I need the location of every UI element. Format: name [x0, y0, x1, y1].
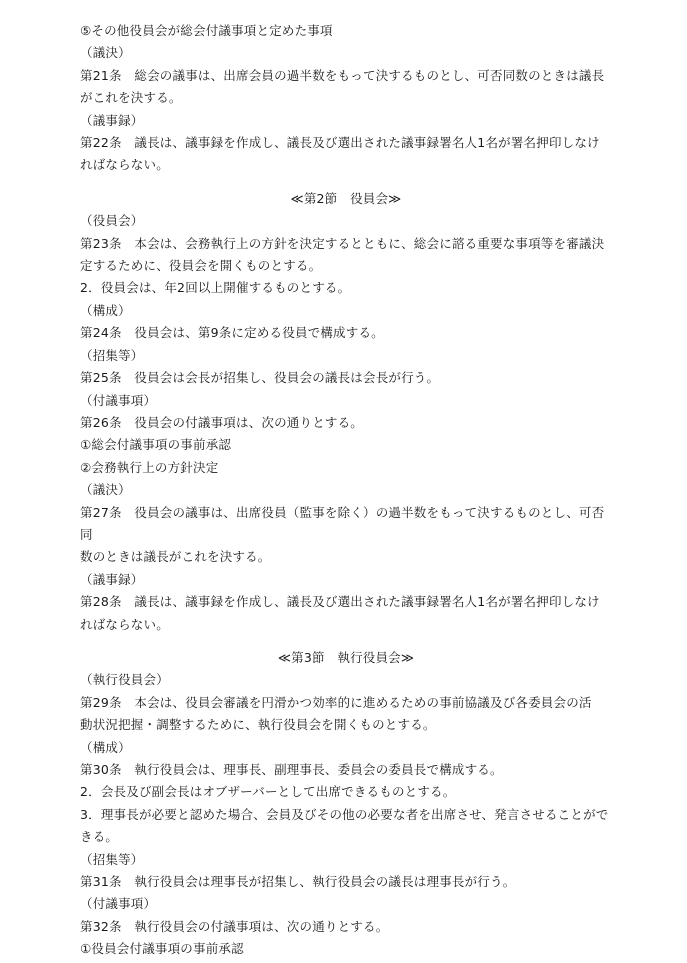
text-line: ②会務執行上の方針決定: [80, 459, 219, 475]
text-line: 第26条 役員会の付議事項は、次の通りとする。: [80, 414, 364, 430]
text-line: （執行役員会）: [80, 672, 169, 688]
text-line: 第22条 議長は、議事録を作成し、議長及び選出された議事録署名人1名が署名押印しなけ: [80, 135, 600, 151]
text-line: （役員会）: [80, 213, 144, 229]
text-line: （議事録）: [80, 112, 144, 128]
text-line: 第27条 役員会の議事は、出席役員（監事を除く）の過半数をもって決するものとし、可否同: [80, 504, 605, 542]
text-line: （議決）: [80, 45, 131, 61]
text-line: 第21条 総会の議事は、出席会員の過半数をもって決するものとし、可否同数のときは議長: [80, 67, 605, 83]
document-page: [80, 20, 612, 961]
articles-section-1: [80, 20, 612, 177]
text-line: 2．会長及び副会長はオブザーバーとして出席できるものとする。: [80, 784, 456, 800]
text-line: 動状況把握・調整するために、執行役員会を開くものとする。: [80, 717, 436, 733]
text-line: 第24条 役員会は、第9条に定める役員で構成する。: [80, 325, 384, 341]
text-line: 第28条 議長は、議事録を作成し、議長及び選出された議事録署名人1名が署名押印しなけ: [80, 594, 600, 610]
section-2-title: ≪第2節 役員会≫: [290, 190, 402, 206]
text-line: がこれを決する。: [80, 90, 182, 106]
text-line: きる。: [80, 829, 119, 845]
text-line: 2．役員会は、年2回以上開催するものとする。: [80, 280, 351, 296]
text-line: 第31条 執行役員会は理事長が招集し、執行役員会の議長は理事長が行う。: [80, 874, 516, 890]
text-line: 第25条 役員会は会長が招集し、役員会の議長は会長が行う。: [80, 370, 440, 386]
text-line: （議事録）: [80, 571, 144, 587]
text-line: （招集等）: [80, 347, 144, 363]
section-3-title: ≪第3節 執行役員会≫: [277, 649, 415, 665]
text-line: 数のときは議長がこれを決する。: [80, 549, 271, 565]
text-line: （構成）: [80, 739, 131, 755]
text-line: 第32条 執行役員会の付議事項は、次の通りとする。: [80, 918, 389, 934]
text-line: 3．理事長が必要と認めた場合、会員及びその他の必要な者を出席させ、発言させることがで: [80, 806, 609, 822]
text-line: （付議事項）: [80, 392, 157, 408]
text-line: （付議事項）: [80, 896, 157, 912]
text-line: ⑤その他役員会が総会付議事項と定めた事項: [80, 23, 333, 38]
articles-section-2: [80, 210, 612, 636]
text-line: ①総会付議事項の事前承認: [80, 437, 232, 453]
text-line: ①役員会付議事項の事前承認: [80, 941, 244, 957]
articles-section-3: [80, 669, 612, 960]
text-line: （構成）: [80, 302, 131, 318]
text-line: 第30条 執行役員会は、理事長、副理事長、委員会の委員長で構成する。: [80, 762, 503, 777]
text-line: ればならない。: [80, 616, 169, 632]
text-line: 第29条 本会は、役員会審議を円滑かつ効率的に進めるための事前協議及び各委員会の活: [80, 694, 592, 710]
text-line: 第23条 本会は、会務執行上の方針を決定するとともに、総会に諮る重要な事項等を審議決: [80, 235, 605, 251]
text-line: 定するために、役員会を開くものとする。: [80, 258, 322, 274]
text-line: （議決）: [80, 482, 131, 498]
text-line: ればならない。: [80, 157, 169, 173]
text-line: （招集等）: [80, 851, 144, 867]
